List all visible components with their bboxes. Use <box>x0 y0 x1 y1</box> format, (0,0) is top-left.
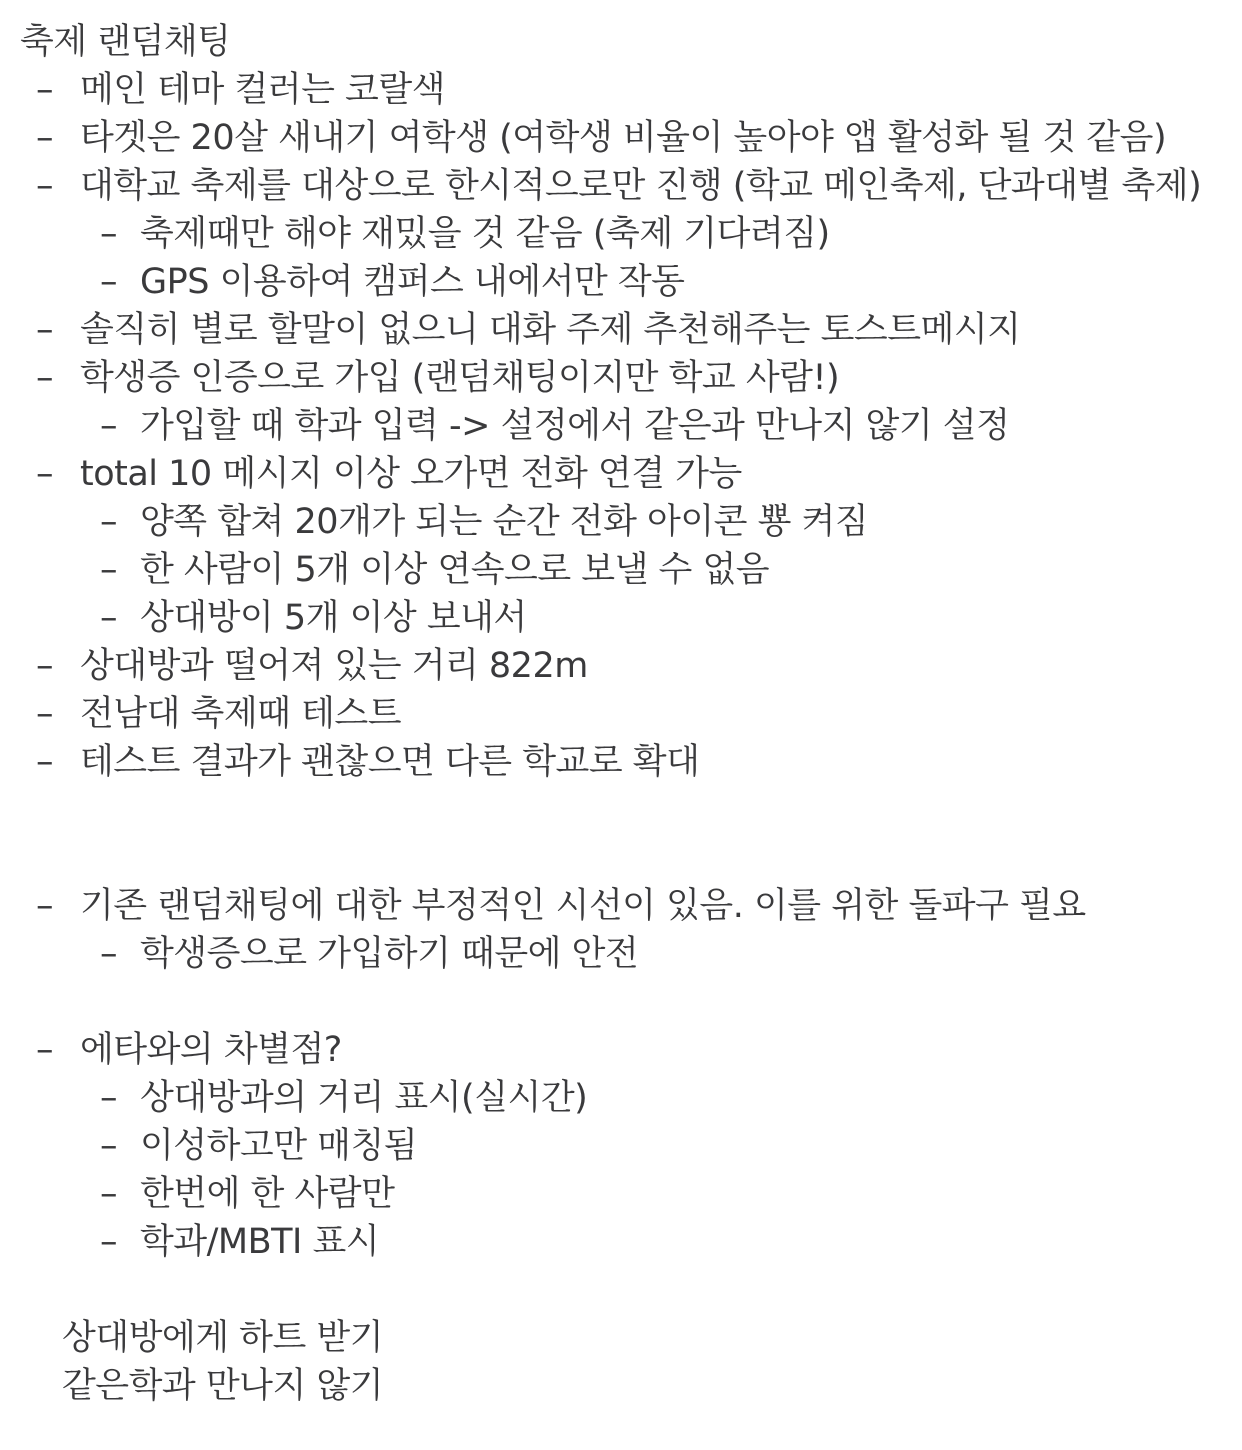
bullet-dash: – <box>36 358 53 398</box>
list-item-text: 축제때만 해야 재밌을 것 같음 (축제 기다려짐) <box>140 214 830 254</box>
bullet-dash: – <box>100 262 117 302</box>
bullet-dash: – <box>36 694 53 734</box>
bullet-dash: – <box>100 1222 117 1262</box>
bullet-dash: – <box>100 214 117 254</box>
list-item-text: 메인 테마 컬러는 코랄색 <box>80 70 445 110</box>
bullet-dash: – <box>36 1030 53 1070</box>
list-item-text: 대학교 축제를 대상으로 한시적으로만 진행 (학교 메인축제, 단과대별 축제) <box>80 166 1202 206</box>
list-item-text: 학생증으로 가입하기 때문에 안전 <box>140 934 639 974</box>
list-item-text: 타겟은 20살 새내기 여학생 (여학생 비율이 높아야 앱 활성화 될 것 같음) <box>80 118 1167 158</box>
bullet-dash: – <box>36 646 53 686</box>
list-item-text: 테스트 결과가 괜찮으면 다른 학교로 확대 <box>80 742 700 782</box>
list-item-text: 상대방과의 거리 표시(실시간) <box>140 1078 588 1118</box>
plain-line-text: 상대방에게 하트 받기 <box>62 1318 384 1358</box>
list-item-text: 상대방과 떨어져 있는 거리 822m <box>80 646 588 686</box>
bullet-dash: – <box>100 1126 117 1166</box>
plain-line-text: 같은학과 만나지 않기 <box>62 1366 384 1406</box>
list-item-text: total 10 메시지 이상 오가면 전화 연결 가능 <box>80 454 742 494</box>
bullet-dash: – <box>36 166 53 206</box>
bullet-dash: – <box>100 406 117 446</box>
list-item-text: 에타와의 차별점? <box>80 1030 342 1070</box>
list-item-text: 솔직히 별로 할말이 없으니 대화 주제 추천해주는 토스트메시지 <box>80 310 1021 350</box>
bullet-dash: – <box>36 742 53 782</box>
list-item-text: 기존 랜덤채팅에 대한 부정적인 시선이 있음. 이를 위한 돌파구 필요 <box>80 886 1086 926</box>
list-item-text: GPS 이용하여 캠퍼스 내에서만 작동 <box>140 262 685 302</box>
bullet-dash: – <box>100 1174 117 1214</box>
bullet-dash: – <box>36 70 53 110</box>
bullet-dash: – <box>36 454 53 494</box>
bullet-dash: – <box>100 550 117 590</box>
bullet-dash: – <box>100 1078 117 1118</box>
bullet-dash: – <box>36 310 53 350</box>
bullet-dash: – <box>100 598 117 638</box>
note-title: 축제 랜덤채팅 <box>20 22 231 62</box>
list-item-text: 전남대 축제때 테스트 <box>80 694 402 734</box>
list-item-text: 가입할 때 학과 입력 -> 설정에서 같은과 만나지 않기 설정 <box>140 406 1010 446</box>
list-item-text: 양쪽 합쳐 20개가 되는 순간 전화 아이콘 뿅 켜짐 <box>140 502 869 542</box>
list-item-text: 한번에 한 사람만 <box>140 1174 395 1214</box>
list-item-text: 상대방이 5개 이상 보내서 <box>140 598 527 638</box>
bullet-dash: – <box>36 886 53 926</box>
bullet-dash: – <box>36 118 53 158</box>
bullet-dash: – <box>100 502 117 542</box>
list-item-text: 학생증 인증으로 가입 (랜덤채팅이지만 학교 사람!) <box>80 358 840 398</box>
list-item-text: 이성하고만 매칭됨 <box>140 1126 418 1166</box>
list-item-text: 학과/MBTI 표시 <box>140 1222 380 1262</box>
list-item-text: 한 사람이 5개 이상 연속으로 보낼 수 없음 <box>140 550 770 590</box>
bullet-dash: – <box>100 934 117 974</box>
